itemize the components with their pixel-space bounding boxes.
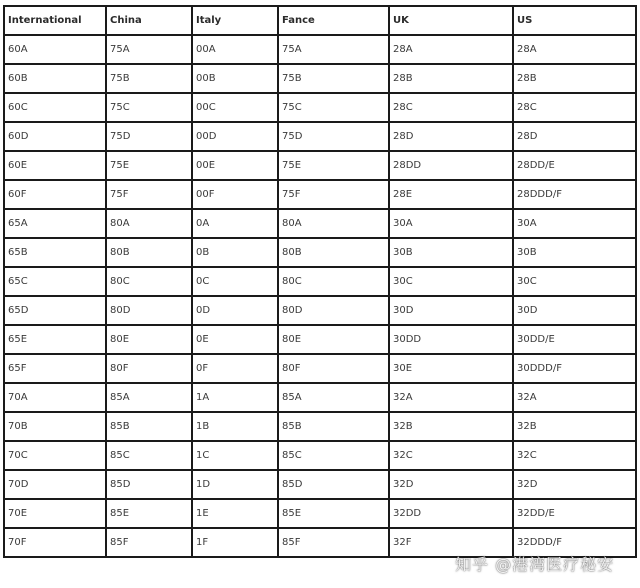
table-cell: 32D xyxy=(513,470,636,499)
table-cell: 80A xyxy=(106,209,192,238)
table-cell: 85F xyxy=(278,528,389,557)
table-cell: 00F xyxy=(192,180,278,209)
table-row xyxy=(4,325,636,354)
table-cell: 65C xyxy=(4,267,106,296)
table-cell: 32DD/E xyxy=(513,499,636,528)
table-cell: 1D xyxy=(192,470,278,499)
table-cell: 00C xyxy=(192,93,278,122)
table-cell: 60C xyxy=(4,93,106,122)
table-cell: 30C xyxy=(513,267,636,296)
table-row xyxy=(4,441,636,470)
table-cell: 85C xyxy=(106,441,192,470)
table-cell: 75B xyxy=(106,64,192,93)
table-cell: 28DD xyxy=(389,151,513,180)
table-cell: 32B xyxy=(389,412,513,441)
table-cell: 60E xyxy=(4,151,106,180)
table-cell: 32F xyxy=(389,528,513,557)
table-cell: 85C xyxy=(278,441,389,470)
table-cell: 32B xyxy=(513,412,636,441)
table-cell: 85D xyxy=(106,470,192,499)
table-row xyxy=(4,180,636,209)
table-cell: 70E xyxy=(4,499,106,528)
table-cell: 0F xyxy=(192,354,278,383)
table-cell: 75D xyxy=(106,122,192,151)
table-cell: 65D xyxy=(4,296,106,325)
table-row xyxy=(4,470,636,499)
table-cell: 32D xyxy=(389,470,513,499)
table-cell: 00B xyxy=(192,64,278,93)
table-cell: 30DD xyxy=(389,325,513,354)
table-cell: 70F xyxy=(4,528,106,557)
table-cell: 30E xyxy=(389,354,513,383)
table-cell: 0E xyxy=(192,325,278,354)
header-italy: Italy xyxy=(192,6,278,35)
table-cell: 30C xyxy=(389,267,513,296)
size-conversion-table xyxy=(3,5,637,558)
table-row xyxy=(4,122,636,151)
table-cell: 75A xyxy=(278,35,389,64)
table-row xyxy=(4,296,636,325)
table-cell: 75A xyxy=(106,35,192,64)
table-cell: 1B xyxy=(192,412,278,441)
table-row xyxy=(4,151,636,180)
table-cell: 85A xyxy=(106,383,192,412)
table-cell: 85E xyxy=(106,499,192,528)
table-cell: 80F xyxy=(278,354,389,383)
table-cell: 28B xyxy=(389,64,513,93)
table-cell: 80E xyxy=(278,325,389,354)
table-cell: 75E xyxy=(106,151,192,180)
table-cell: 85E xyxy=(278,499,389,528)
table-cell: 60A xyxy=(4,35,106,64)
table-cell: 32C xyxy=(389,441,513,470)
table-cell: 80C xyxy=(278,267,389,296)
table-cell: 80B xyxy=(278,238,389,267)
table-row xyxy=(4,383,636,412)
table-cell: 85D xyxy=(278,470,389,499)
table-cell: 30A xyxy=(513,209,636,238)
table-row xyxy=(4,238,636,267)
table-cell: 30DD/E xyxy=(513,325,636,354)
table-cell: 0A xyxy=(192,209,278,238)
table-cell: 1E xyxy=(192,499,278,528)
table-cell: 28DD/E xyxy=(513,151,636,180)
table-cell: 70A xyxy=(4,383,106,412)
table-cell: 65A xyxy=(4,209,106,238)
table-row xyxy=(4,267,636,296)
table-cell: 70C xyxy=(4,441,106,470)
table-cell: 75D xyxy=(278,122,389,151)
table-cell: 28A xyxy=(513,35,636,64)
table-cell: 30D xyxy=(513,296,636,325)
header-china: China xyxy=(106,6,192,35)
table-cell: 75C xyxy=(278,93,389,122)
table-cell: 1F xyxy=(192,528,278,557)
table-cell: 75E xyxy=(278,151,389,180)
table-cell: 30DDD/F xyxy=(513,354,636,383)
table-cell: 0D xyxy=(192,296,278,325)
table-cell: 32A xyxy=(513,383,636,412)
table-cell: 28A xyxy=(389,35,513,64)
table-cell: 80D xyxy=(106,296,192,325)
table-body xyxy=(4,35,636,557)
table-cell: 80F xyxy=(106,354,192,383)
table-cell: 32A xyxy=(389,383,513,412)
table-cell: 85A xyxy=(278,383,389,412)
table-cell: 32DDD/F xyxy=(513,528,636,557)
table-cell: 75F xyxy=(278,180,389,209)
table-cell: 30B xyxy=(513,238,636,267)
table-cell: 80D xyxy=(278,296,389,325)
table-row xyxy=(4,35,636,64)
table-cell: 75B xyxy=(278,64,389,93)
table-cell: 70B xyxy=(4,412,106,441)
table-cell: 32C xyxy=(513,441,636,470)
table-cell: 85B xyxy=(278,412,389,441)
table-row xyxy=(4,354,636,383)
table-cell: 32DD xyxy=(389,499,513,528)
table-cell: 80B xyxy=(106,238,192,267)
table-cell: 65B xyxy=(4,238,106,267)
header-us: US xyxy=(513,6,636,35)
header-row xyxy=(4,6,636,35)
table-cell: 00D xyxy=(192,122,278,151)
header-france: Fance xyxy=(278,6,389,35)
table-cell: 00A xyxy=(192,35,278,64)
table-cell: 75F xyxy=(106,180,192,209)
table-cell: 80A xyxy=(278,209,389,238)
table-row xyxy=(4,412,636,441)
table-row xyxy=(4,64,636,93)
table-row xyxy=(4,499,636,528)
table-cell: 65F xyxy=(4,354,106,383)
header-international: International xyxy=(4,6,106,35)
table-cell: 60D xyxy=(4,122,106,151)
watermark-text: 知乎 @港湾医疗秘安 xyxy=(455,555,615,574)
table-cell: 70D xyxy=(4,470,106,499)
table-cell: 60B xyxy=(4,64,106,93)
table-cell: 30B xyxy=(389,238,513,267)
table-row xyxy=(4,528,636,557)
table-row xyxy=(4,209,636,238)
table-cell: 28D xyxy=(513,122,636,151)
table-cell: 1A xyxy=(192,383,278,412)
table-cell: 85B xyxy=(106,412,192,441)
table-cell: 30D xyxy=(389,296,513,325)
table-cell: 28C xyxy=(389,93,513,122)
table-cell: 30A xyxy=(389,209,513,238)
table-cell: 28C xyxy=(513,93,636,122)
table-cell: 0C xyxy=(192,267,278,296)
table-cell: 28B xyxy=(513,64,636,93)
table-cell: 85F xyxy=(106,528,192,557)
table-cell: 1C xyxy=(192,441,278,470)
header-uk: UK xyxy=(389,6,513,35)
table-cell: 28DDD/F xyxy=(513,180,636,209)
table-cell: 65E xyxy=(4,325,106,354)
table-cell: 75C xyxy=(106,93,192,122)
table-cell: 80E xyxy=(106,325,192,354)
table-cell: 28D xyxy=(389,122,513,151)
table-cell: 00E xyxy=(192,151,278,180)
table-cell: 28E xyxy=(389,180,513,209)
table-cell: 60F xyxy=(4,180,106,209)
table-cell: 0B xyxy=(192,238,278,267)
table-cell: 80C xyxy=(106,267,192,296)
table-row xyxy=(4,93,636,122)
